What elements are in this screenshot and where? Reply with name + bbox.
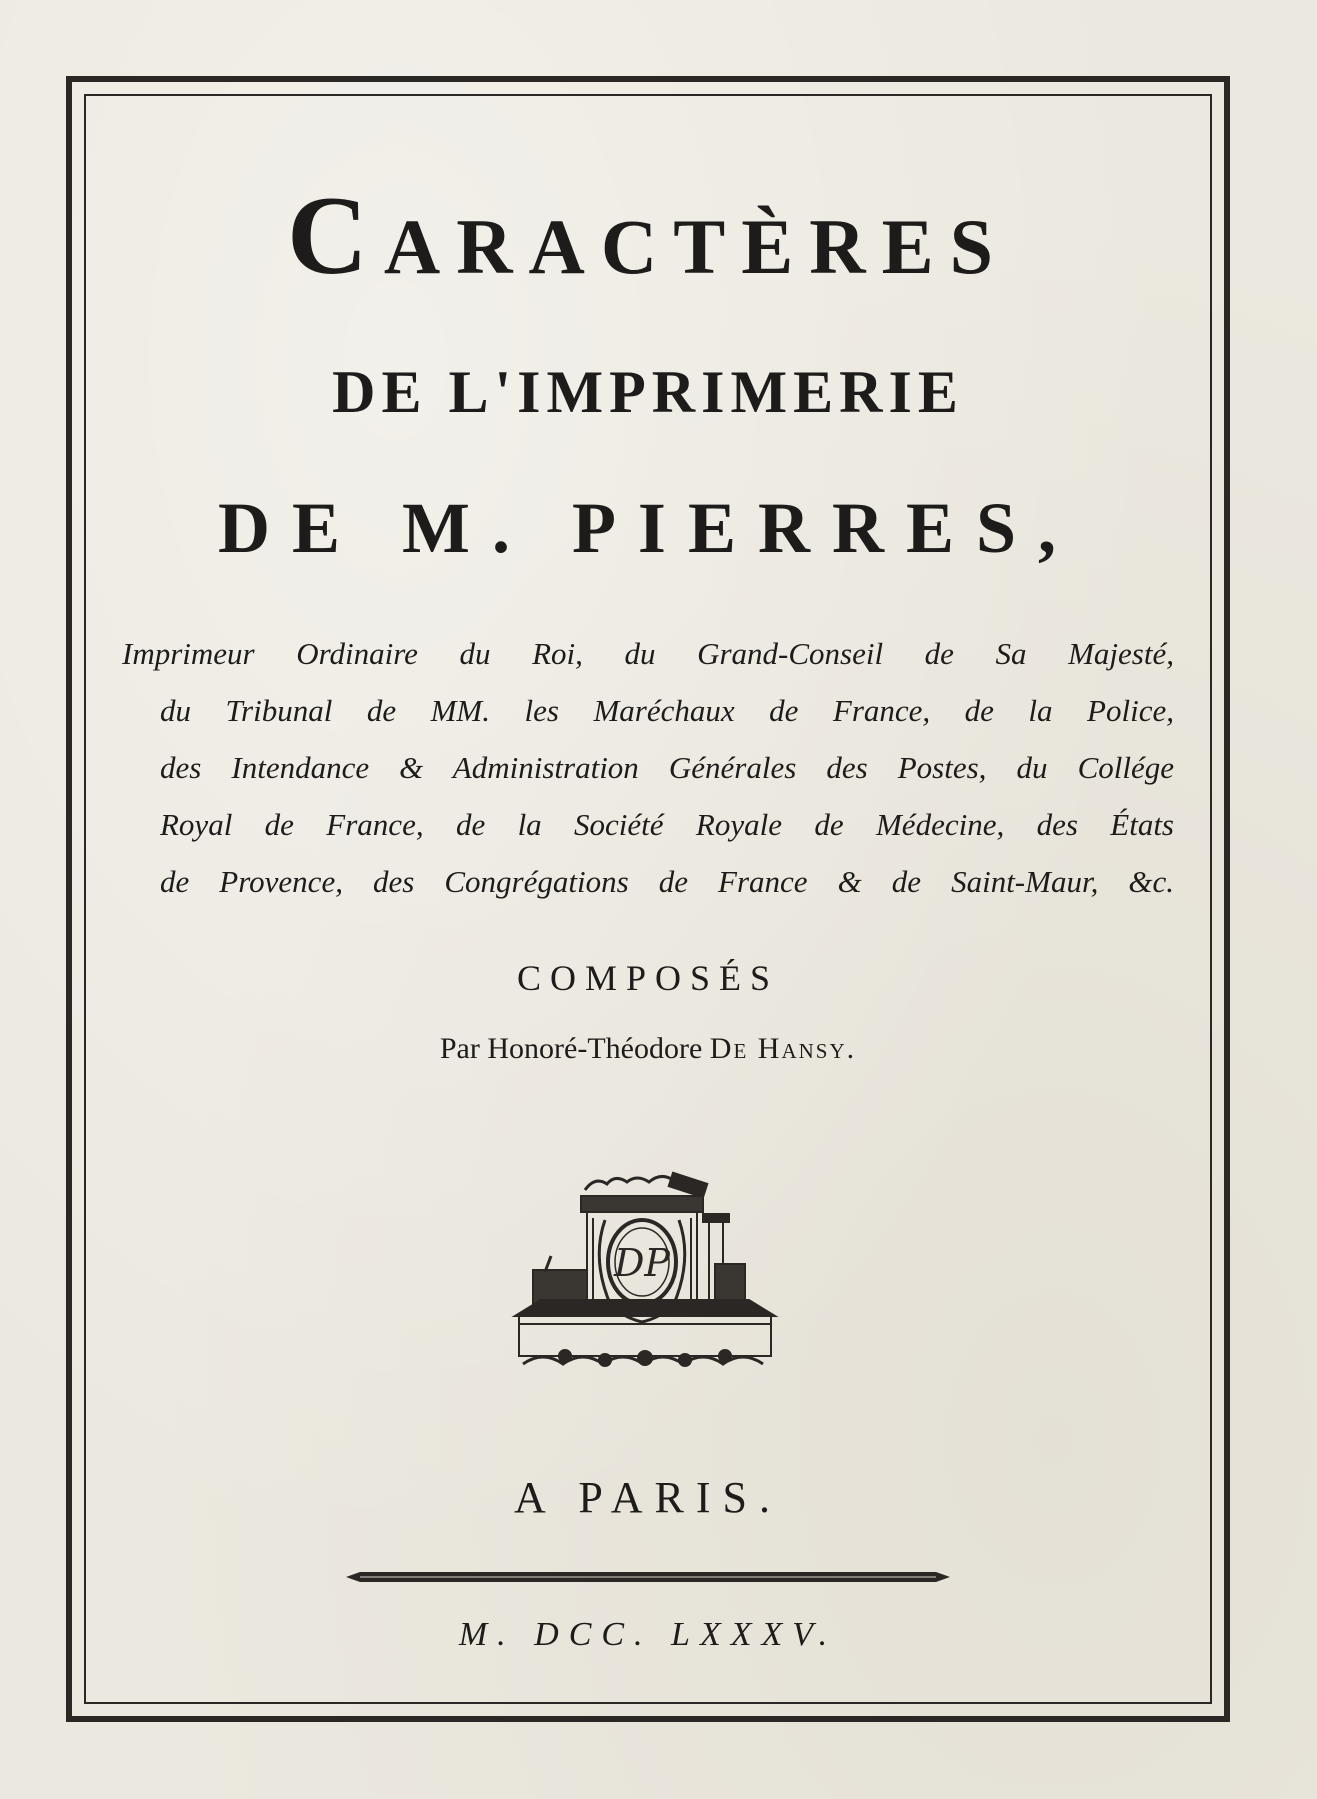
vignette-monogram: DP	[613, 1241, 671, 1285]
main-title: Caractères	[287, 174, 1009, 298]
credentials-line: Royal de France, de la Société Royale de Médecine, des États	[160, 807, 1174, 842]
title-page-content	[90, 100, 1206, 1698]
author-credit	[90, 1034, 1206, 1064]
author-surname: De Hansy.	[709, 1032, 857, 1065]
subtitle-printer-name: DE M. PIERRES,	[217, 488, 1079, 568]
credentials-line: de Provence, des Congrégations de France & de Saint-Maur, &c.	[160, 864, 1174, 899]
printers-vignette-ornament	[505, 1168, 785, 1388]
author-prefix: Par Honoré-Théodore	[439, 1032, 710, 1065]
decorative-rule	[346, 1570, 950, 1584]
subtitle-imprimerie: DE L'IMPRIMERIE	[332, 359, 964, 425]
credentials-line: Imprimeur Ordinaire du Roi, du Grand-Conseil de Sa Majesté,	[122, 636, 1174, 671]
credentials-line: des Intendance & Administration Générales des Postes, du Collége	[160, 750, 1174, 785]
printer-credentials	[122, 625, 1174, 910]
credentials-line: du Tribunal de MM. les Maréchaux de France, de la Police,	[160, 693, 1174, 728]
composed-label: COMPOSÉS	[516, 958, 780, 998]
publication-date: M. DCC. LXXXV.	[458, 1616, 838, 1653]
place-of-publication: A PARIS.	[513, 1473, 783, 1522]
